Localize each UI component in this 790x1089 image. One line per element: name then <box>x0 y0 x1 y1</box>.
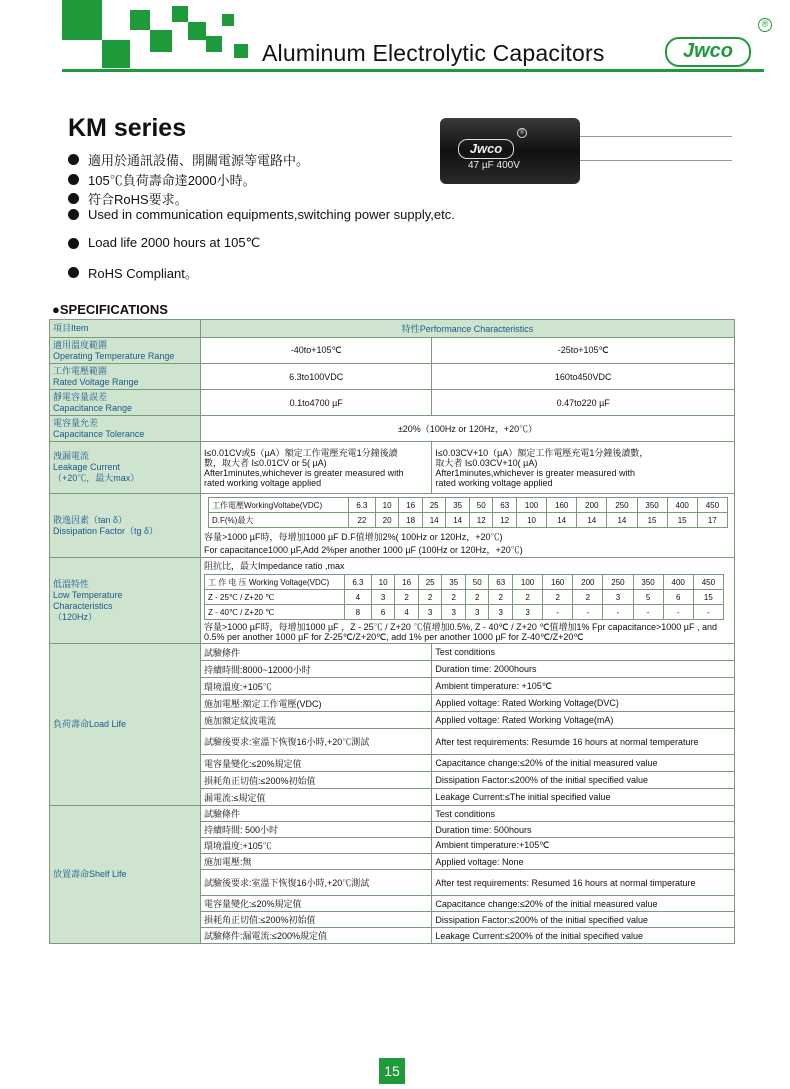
load-life-label: 負荷壽命Load Life <box>50 644 201 806</box>
lt-cell <box>201 558 735 644</box>
label-line: Leakage Current <box>53 462 121 472</box>
label-line: 工作電壓範圍 <box>53 365 108 376</box>
table-cell: Dissipation Factor:≤200% of the initial specified value <box>432 772 735 789</box>
table-cell: 3 <box>371 590 395 605</box>
df-volt-header: 工作電壓WorkingVoltabe(VDC) <box>209 498 349 513</box>
table-cell: 50 <box>465 575 489 590</box>
table-cell: Test conditions <box>432 644 735 661</box>
table-cell: 2 <box>543 590 573 605</box>
bullet-text: RoHS Compliant。 <box>88 266 198 281</box>
table-cell: Ambient timperature: +105℃ <box>432 678 735 695</box>
table-cell: 12 <box>469 513 493 528</box>
table-cell: 施加額定紋波電流 <box>201 712 432 729</box>
label-line: 數，取大者 I≤0.01CV or 5( µA) <box>204 457 327 468</box>
header-square <box>172 6 188 22</box>
table-cell: 14 <box>446 513 470 528</box>
table-cell: 2 <box>573 590 603 605</box>
bullet-icon <box>68 209 79 220</box>
lt-volt-header: 工 作 电 压 Working Voltage(VDC) <box>205 575 345 590</box>
table-cell: After test requirements: Resumed 16 hours at normal timperature <box>432 870 735 896</box>
cap-value-low: 0.1to4700 µF <box>201 390 432 416</box>
table-cell: Applied voltage: Rated Working Voltage(mA) <box>432 712 735 729</box>
table-cell: 環境溫度:+105℃ <box>201 678 432 695</box>
leak-value-high <box>432 442 735 494</box>
header-square <box>102 40 130 68</box>
table-cell: 15 <box>637 513 667 528</box>
tol-value: ±20%（100Hz or 120Hz，+20℃） <box>201 416 735 442</box>
table-cell: 3 <box>603 590 633 605</box>
header-square <box>188 22 206 40</box>
page-number: 15 <box>379 1058 405 1084</box>
table-cell: Capacitance change:≤20% of the initial measured value <box>432 755 735 772</box>
shelf-life-label: 放置壽命Shelf Life <box>50 806 201 944</box>
label-line: I≤0.01CV或5（µA）額定工作電壓充電1分鐘後讀 <box>204 447 398 458</box>
brand-logo: Jwco <box>665 37 751 67</box>
spec-heading: ●SPECIFICATIONS <box>52 302 168 317</box>
label-line: 靜電容量誤差 <box>53 391 108 402</box>
bullet-icon <box>68 193 79 204</box>
table-cell: 6.3 <box>345 575 372 590</box>
table-cell: 漏電流:≤規定值 <box>201 789 432 806</box>
table-cell: Ambient timperature:+105℃ <box>432 838 735 854</box>
label-line: Low Temperature <box>53 589 123 600</box>
bullet-text: 適用於通訊設備、開關電源等電路中。 <box>88 153 310 168</box>
table-cell: 10 <box>375 498 399 513</box>
cap-value-high: 0.47to220 µF <box>432 390 735 416</box>
bullet-item <box>68 150 309 169</box>
bullet-icon <box>68 154 79 165</box>
item-header: 項目Item <box>50 320 201 338</box>
table-cell: 350 <box>633 575 663 590</box>
table-cell: 損耗角正切值:≤200%初始值 <box>201 912 432 928</box>
table-cell: 3 <box>418 605 442 620</box>
label-line: 取大者 I≤0.03CV+10( µA) <box>435 457 538 468</box>
table-cell: 10 <box>517 513 547 528</box>
temp-label <box>50 338 201 364</box>
table-cell: 160 <box>547 498 577 513</box>
lt-table <box>204 574 724 620</box>
table-cell: 100 <box>517 498 547 513</box>
table-cell: - <box>603 605 633 620</box>
table-cell: 2 <box>395 590 419 605</box>
series-title: KM series <box>68 114 187 142</box>
bullet-icon <box>68 267 79 278</box>
table-cell: 350 <box>637 498 667 513</box>
table-cell: 3 <box>513 605 543 620</box>
table-cell: 200 <box>573 575 603 590</box>
df-cell <box>201 494 735 558</box>
table-cell: 400 <box>667 498 697 513</box>
table-cell: 試驗條件:漏電流:≤200%規定值 <box>201 928 432 944</box>
label-line: 散逸因素（tan δ） <box>53 514 128 525</box>
spec-table <box>49 319 735 944</box>
label-line: 低溫特性 <box>53 578 90 589</box>
table-cell: 25 <box>418 575 442 590</box>
bullet-text: 105℃負荷壽命達2000小時。 <box>88 173 256 188</box>
table-cell: Dissipation Factor:≤200% of the initial specified value <box>432 912 735 928</box>
label-line: rated working voltage applied <box>435 477 553 488</box>
cap-label <box>50 390 201 416</box>
bullet-item <box>68 189 188 208</box>
bullet-icon <box>68 174 79 185</box>
table-cell: - <box>693 605 723 620</box>
table-cell: 6 <box>371 605 395 620</box>
table-cell: 試驗後要求:室溫下恢復16小時,+20℃測試 <box>201 870 432 896</box>
table-cell: Leakage Current:≤The initial specified value <box>432 789 735 806</box>
capacitor-logo: Jwco <box>458 139 514 159</box>
perf-header: 特性Performance Characteristics <box>201 320 735 338</box>
table-cell: 施加電壓:無 <box>201 854 432 870</box>
table-cell: 2 <box>418 590 442 605</box>
label-line: Dissipation Factor（tg δ） <box>53 525 159 536</box>
table-cell: 試驗條件 <box>201 806 432 822</box>
label-line: Capacitance Tolerance <box>53 428 145 439</box>
table-cell: 3 <box>442 605 466 620</box>
table-cell: 450 <box>697 498 727 513</box>
table-cell: 2 <box>442 590 466 605</box>
volt-label <box>50 364 201 390</box>
bullet-item <box>68 235 260 251</box>
table-cell: 16 <box>395 575 419 590</box>
table-cell: 25 <box>422 498 446 513</box>
label-line: （120Hz） <box>53 611 98 622</box>
table-cell: 3 <box>465 605 489 620</box>
label-line: rated working voltage applied <box>204 477 322 488</box>
table-cell: 12 <box>493 513 517 528</box>
label-line: Characteristics <box>53 600 113 611</box>
table-cell: 10 <box>371 575 395 590</box>
table-cell: 施加電壓:額定工作電壓(VDC) <box>201 695 432 712</box>
table-cell: - <box>633 605 663 620</box>
bullet-item <box>68 170 256 189</box>
table-cell: 450 <box>693 575 723 590</box>
table-cell: 2 <box>489 590 513 605</box>
temp-value-high: -25to+105℃ <box>432 338 735 364</box>
table-cell: 8 <box>345 605 372 620</box>
label-line: 適用溫度範圍 <box>53 339 108 350</box>
table-cell: Z - 40℃ / Z+20 ℃ <box>205 605 345 620</box>
table-cell: - <box>573 605 603 620</box>
capacitor-lead <box>580 136 732 137</box>
capacitor-lead <box>580 160 732 161</box>
table-cell: 35 <box>442 575 466 590</box>
bullet-icon <box>68 238 79 249</box>
table-cell: 損耗角正切值:≤200%初始值 <box>201 772 432 789</box>
label-line: 電容量允差 <box>53 417 99 428</box>
label-line: 洩漏電流 <box>53 451 90 461</box>
table-cell: 17 <box>697 513 727 528</box>
table-cell: 2 <box>513 590 543 605</box>
table-cell: 160 <box>543 575 573 590</box>
table-cell: 4 <box>345 590 372 605</box>
lt-label <box>50 558 201 644</box>
label-line: Operating Temperature Range <box>53 350 175 361</box>
table-cell: 63 <box>489 575 513 590</box>
bullet-text: Load life 2000 hours at 105℃ <box>88 235 261 250</box>
table-cell: Test conditions <box>432 806 735 822</box>
header-square <box>234 44 248 58</box>
page-header <box>0 0 790 80</box>
table-cell: 250 <box>607 498 637 513</box>
capacitor-marking: 47 µF 400V <box>468 160 520 171</box>
document-title: Aluminum Electrolytic Capacitors <box>262 40 605 66</box>
table-cell: 15 <box>693 590 723 605</box>
volt-value-low: 6.3to100VDC <box>201 364 432 390</box>
lt-note: 容量>1000 µF時，每增加1000 µF ，Z - 25℃ / Z+20 ℃值增加0.5%, Z - 40℃ / Z+20 ℃值增加1% Fpr capacitance>1000 µF , and 0.5% per another 1000 µF for Z-25℃/Z+20℃, add 1% per another 1000 µF for Z-40℃/Z+20℃ <box>204 622 717 642</box>
label-line: （+20℃，最大max） <box>53 473 140 483</box>
table-cell: 試驗後要求:室溫下恢復16小時,+20℃測試 <box>201 729 432 755</box>
table-cell: 22 <box>349 513 376 528</box>
header-square <box>222 14 234 26</box>
table-cell: 16 <box>399 498 423 513</box>
bullet-text: 符合RoHS要求。 <box>88 192 188 207</box>
table-cell: 14 <box>547 513 577 528</box>
df-table <box>208 497 728 528</box>
table-cell: 持續時間:8000~12000小时 <box>201 661 432 678</box>
temp-value-low: -40to+105℃ <box>201 338 432 364</box>
table-cell: Applied voltage: Rated Working Voltage(DVC) <box>432 695 735 712</box>
table-cell: Duration time: 500hours <box>432 822 735 838</box>
label-line: Capacitance Range <box>53 402 133 413</box>
table-cell: After test requirements: Resumde 16 hours at normal temperature <box>432 729 735 755</box>
header-square <box>206 36 222 52</box>
table-cell: 6.3 <box>349 498 376 513</box>
bullet-text: Used in communication equipments,switching power supply,etc. <box>88 207 455 222</box>
leak-label <box>50 442 201 494</box>
header-divider <box>62 69 764 72</box>
capacitor-reg-icon: ® <box>517 128 527 138</box>
table-cell: 3 <box>489 605 513 620</box>
table-cell: 4 <box>395 605 419 620</box>
table-cell: 持續時間: 500小时 <box>201 822 432 838</box>
registered-mark-icon: ® <box>758 18 772 32</box>
table-cell: Duration time: 2000hours <box>432 661 735 678</box>
table-cell: 63 <box>493 498 517 513</box>
table-cell: 250 <box>603 575 633 590</box>
table-cell: Z - 25℃ / Z+20 ℃ <box>205 590 345 605</box>
tol-label <box>50 416 201 442</box>
table-cell: Leakage Current:≤200% of the initial specified value <box>432 928 735 944</box>
table-cell: 200 <box>577 498 607 513</box>
table-cell: 400 <box>663 575 693 590</box>
df-label <box>50 494 201 558</box>
table-cell: - <box>663 605 693 620</box>
table-cell: 試驗條件 <box>201 644 432 661</box>
table-cell: 5 <box>633 590 663 605</box>
label-line: After1minutes,whichever is greater measured with <box>204 467 404 478</box>
df-note: 容量>1000 µF時，每增加1000 µF D.F值增加2%( 100Hz or 120Hz，+20℃) <box>204 532 503 542</box>
table-cell: 20 <box>375 513 399 528</box>
table-cell: Capacitance change:≤20% of the initial measured value <box>432 896 735 912</box>
bullet-item <box>68 207 455 222</box>
table-cell: 電容量變化:≤20%規定值 <box>201 755 432 772</box>
label-line: After1minutes,whichever is greater measured with <box>435 467 635 478</box>
table-cell: 50 <box>469 498 493 513</box>
df-note: For capacitance1000 µF,Add 2%per another 1000 µF (100Hz or 120Hz，+20℃) <box>204 545 523 555</box>
table-cell: 2 <box>465 590 489 605</box>
table-cell: Applied voltage: None <box>432 854 735 870</box>
leak-value-low <box>201 442 432 494</box>
header-square <box>130 10 150 30</box>
volt-value-high: 160to450VDC <box>432 364 735 390</box>
table-cell: 35 <box>446 498 470 513</box>
label-line: Rated Voltage Range <box>53 376 139 387</box>
bullet-item <box>68 263 198 282</box>
table-cell: - <box>543 605 573 620</box>
header-square <box>150 30 172 52</box>
table-cell: 18 <box>399 513 423 528</box>
table-cell: 100 <box>513 575 543 590</box>
df-row-label: D.F(%)最大 <box>209 513 349 528</box>
table-cell: 14 <box>422 513 446 528</box>
table-cell: 14 <box>607 513 637 528</box>
table-cell: 環境溫度:+105℃ <box>201 838 432 854</box>
table-cell: 6 <box>663 590 693 605</box>
table-cell: 14 <box>577 513 607 528</box>
label-line: I≤0.03CV+10（µA）額定工作電壓充電1分鐘後讀數， <box>435 447 649 458</box>
table-cell: 15 <box>667 513 697 528</box>
table-cell: 電容量變化:≤20%規定值 <box>201 896 432 912</box>
lt-title: 阻抗比，最大Impedance ratio ,max <box>204 561 345 571</box>
header-square <box>62 0 102 40</box>
